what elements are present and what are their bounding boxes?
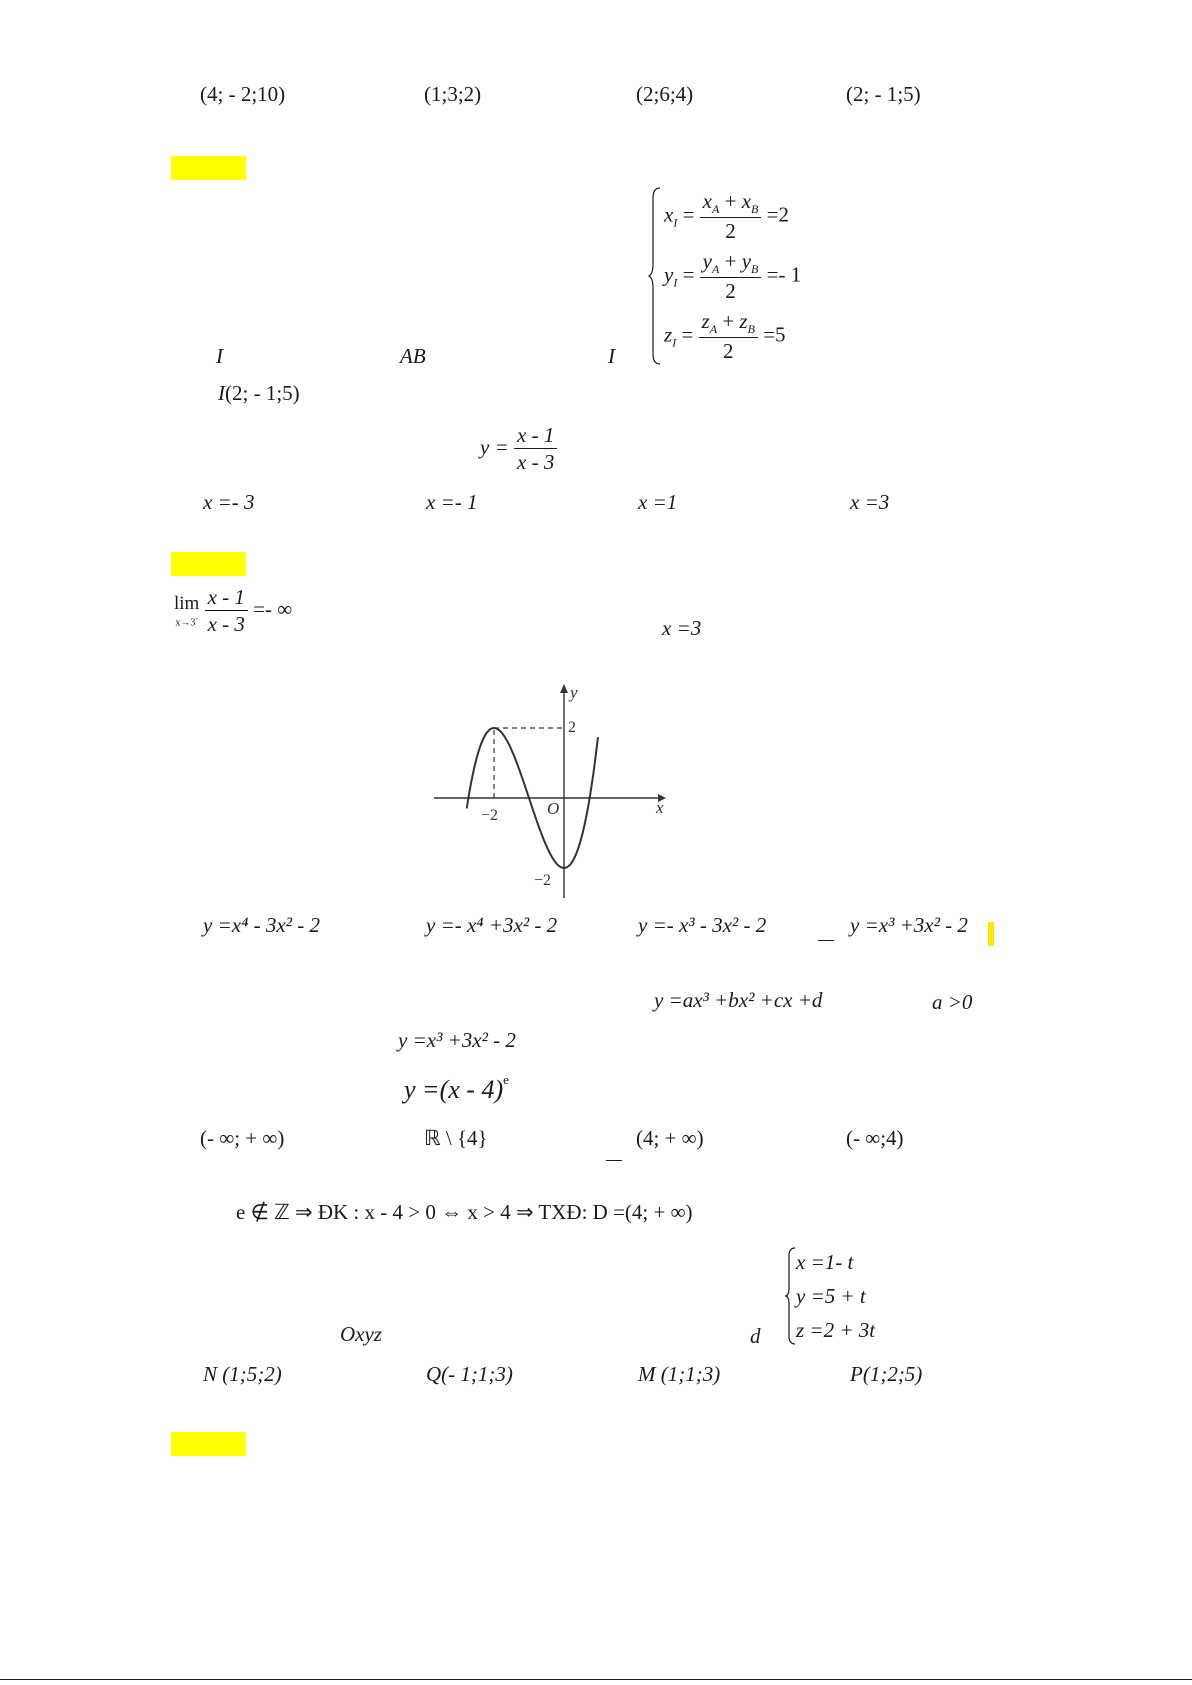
- q3-highlight-mark: [988, 922, 994, 946]
- tick-y-neg2: −2: [534, 872, 552, 889]
- system-row-z: $z_I$ = $\frac{z_A + z_B}{2}$ =5: [664, 309, 786, 364]
- q1-option-a: (4; - 2;10): [200, 82, 286, 106]
- q5-option-d: P(1;2;5): [850, 1362, 923, 1386]
- q2-option-c: x =1: [638, 490, 678, 514]
- q2-option-a: x =- 3: [203, 490, 255, 514]
- q3-option-c: y =- x³ - 3x² - 2: [638, 913, 767, 937]
- q4-option-a: (- ∞; + ∞): [200, 1126, 285, 1150]
- q1-option-c: (2;6;4): [636, 82, 694, 106]
- q3-general-form: y =ax³ +bx² +cx +d: [654, 988, 823, 1012]
- q5-space: Oxyz: [340, 1322, 382, 1346]
- q5-line-name: d: [750, 1324, 761, 1348]
- label-I: I: [216, 344, 223, 368]
- system-row-y: $y_I$ = $\frac{y_A + y_B}{2}$ =- 1: [664, 249, 802, 304]
- q5-option-b: Q(- 1;1;3): [426, 1362, 513, 1386]
- label-AB: AB: [400, 344, 426, 368]
- answer-highlight-2: [171, 552, 246, 576]
- line-eq-x: x =1- t: [796, 1250, 854, 1274]
- q3-option-b: y =- x⁴ +3x² - 2: [426, 913, 558, 937]
- q5-option-c: M (1;1;3): [638, 1362, 721, 1386]
- q4-option-c: (4; + ∞): [636, 1126, 704, 1150]
- answer-highlight-3: [171, 1432, 246, 1456]
- origin-label: O: [547, 799, 560, 818]
- tick-y-2: 2: [568, 719, 576, 736]
- line-eq-z: z =2 + 3t: [796, 1318, 876, 1342]
- q3-option-d: y =x³ +3x² - 2: [850, 913, 968, 937]
- page-bottom-rule: [0, 1679, 1192, 1680]
- q4-option-b: ℝ \ {4}: [424, 1126, 488, 1150]
- answer-highlight-1: [171, 156, 246, 180]
- x-axis-label: x: [656, 798, 664, 817]
- result-I: I(2; - 1;5): [218, 381, 300, 405]
- q3-mark: [818, 940, 834, 941]
- q2-limit: lim x→3- $\frac{x - 1}{x - 3}$ =- ∞: [174, 585, 293, 637]
- q2-answer: x =3: [662, 616, 702, 640]
- q1-option-b: (1;3;2): [424, 82, 482, 106]
- q2-option-b: x =- 1: [426, 490, 478, 514]
- q4-solution: e ∉ ℤ ⇒ ĐK : x - 4 > 0 ⇔ x > 4 ⇒ TXĐ: D =(4; + ∞): [236, 1200, 693, 1224]
- line-eq-y: y =5 + t: [796, 1284, 866, 1308]
- q3-option-a: y =x⁴ - 3x² - 2: [203, 913, 320, 937]
- q1-option-d: (2; - 1;5): [846, 82, 921, 106]
- q2-option-d: x =3: [850, 490, 890, 514]
- system-brace-1: [648, 186, 664, 366]
- tick-x-neg2: −2: [481, 807, 499, 824]
- q2-function: y = $\frac{x - 1}{x - 3}$: [480, 424, 557, 474]
- system-row-x: $x_I$ = $\frac{x_A + x_B}{2}$ =2: [664, 189, 789, 244]
- y-axis-arrow: [560, 684, 568, 693]
- cubic-graph: [430, 680, 670, 902]
- q3-condition: a >0: [932, 990, 973, 1014]
- q4-function: y =(x - 4)$^e$: [404, 1072, 509, 1104]
- q3-answer: y =x³ +3x² - 2: [398, 1028, 516, 1052]
- y-axis-label: y: [570, 683, 578, 702]
- q5-option-a: N (1;5;2): [203, 1362, 282, 1386]
- q4-option-d: (- ∞;4): [846, 1126, 904, 1150]
- label-I-2: I: [608, 344, 615, 368]
- q4-mark: [606, 1160, 622, 1161]
